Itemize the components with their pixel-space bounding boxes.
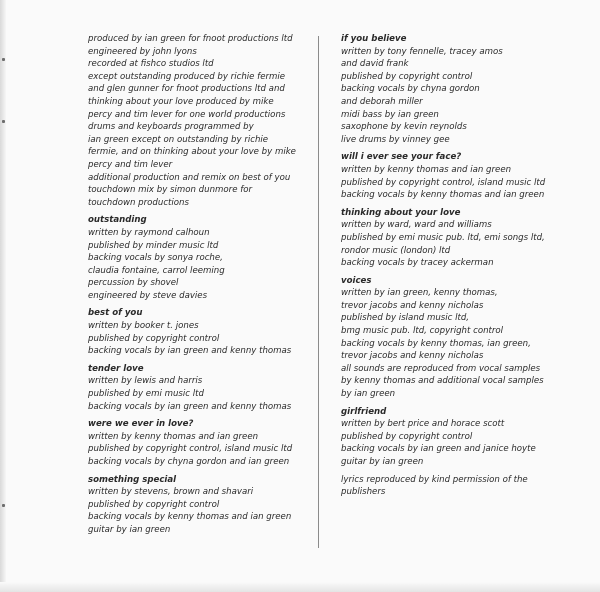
track-credit-line: backing vocals by ian green and janice hoyte bbox=[341, 444, 536, 455]
track-credit-line: backing vocals by chyna gordon bbox=[341, 84, 480, 95]
track-credit-line: published by minder music ltd bbox=[88, 240, 219, 251]
column-divider bbox=[318, 36, 319, 548]
credit-line: engineered by john lyons bbox=[88, 46, 197, 57]
track-title: thinking about your love bbox=[341, 207, 461, 218]
track-credit-line: trevor jacobs and kenny nicholas bbox=[341, 300, 484, 311]
left-column bbox=[88, 33, 310, 542]
track-credit-line: backing vocals by ian green and kenny thomas bbox=[88, 346, 292, 357]
track-credit-line: written by stevens, brown and shavari bbox=[88, 487, 254, 498]
track-credit-line: percussion by shovel bbox=[88, 278, 179, 289]
credit-line: recorded at fishco studios ltd bbox=[88, 59, 214, 70]
track-credits-something-special bbox=[88, 474, 310, 537]
track-credits-best-of-you bbox=[88, 307, 310, 357]
track-credit-line: bmg music pub. ltd, copyright control bbox=[341, 326, 504, 337]
credit-line: ian green except on outstanding by richie bbox=[88, 134, 269, 145]
binding-mark bbox=[2, 504, 5, 507]
credit-line: and glen gunner for fnoot productions ltd and bbox=[88, 84, 285, 95]
track-title: girlfriend bbox=[341, 406, 387, 417]
track-credit-line: written by raymond calhoun bbox=[88, 227, 210, 238]
credit-line: touchdown mix by simon dunmore for bbox=[88, 185, 253, 196]
track-credits-outstanding bbox=[88, 214, 310, 302]
track-credit-line: written by lewis and harris bbox=[88, 376, 203, 387]
page-bottom-edge bbox=[0, 582, 600, 592]
track-credit-line: published by copyright control bbox=[88, 499, 220, 510]
track-credit-line: published by copyright control, island music ltd bbox=[88, 444, 293, 455]
track-credit-line: midi bass by ian green bbox=[341, 109, 439, 120]
track-credit-line: written by ian green, kenny thomas, bbox=[341, 288, 498, 299]
track-credit-line: all sounds are reproduced from vocal samples bbox=[341, 363, 541, 374]
track-title: best of you bbox=[88, 308, 143, 319]
track-title: outstanding bbox=[88, 215, 147, 226]
track-credits-if-you-believe bbox=[341, 33, 559, 146]
track-credit-line: written by ward, ward and williams bbox=[341, 220, 492, 231]
permission-line: publishers bbox=[341, 487, 386, 498]
track-credits-will-i-ever-see-your-face bbox=[341, 151, 559, 201]
track-credit-line: backing vocals by sonya roche, bbox=[88, 253, 223, 264]
track-credit-line: backing vocals by kenny thomas and ian green bbox=[88, 512, 292, 523]
track-credits-thinking-about-your-love bbox=[341, 207, 559, 270]
track-credit-line: live drums by vinney gee bbox=[341, 134, 450, 145]
track-credit-line: backing vocals by chyna gordon and ian green bbox=[88, 457, 290, 467]
lyrics-permission-note bbox=[341, 474, 559, 499]
track-credit-line: backing vocals by kenny thomas and ian green bbox=[341, 190, 545, 201]
right-column bbox=[341, 33, 559, 504]
track-credit-line: backing vocals by kenny thomas, ian green, bbox=[341, 338, 531, 349]
credit-line: thinking about your love produced by mike bbox=[88, 96, 274, 107]
track-credit-line: backing vocals by tracey ackerman bbox=[341, 258, 494, 269]
track-credit-line: written by bert price and horace scott bbox=[341, 419, 505, 430]
track-credit-line: and david frank bbox=[341, 59, 409, 70]
track-credit-line: trevor jacobs and kenny nicholas bbox=[341, 351, 484, 362]
track-credits-tender-love bbox=[88, 363, 310, 413]
credit-line: touchdown productions bbox=[88, 197, 189, 208]
track-credit-line: published by copyright control bbox=[341, 71, 473, 82]
track-credit-line: published by copyright control bbox=[341, 431, 473, 442]
track-credit-line: published by island music ltd, bbox=[341, 313, 470, 324]
track-credit-line: and deborah miller bbox=[341, 96, 423, 107]
binding-mark bbox=[2, 120, 5, 123]
track-credit-line: published by copyright control, island music ltd bbox=[341, 177, 546, 188]
credit-line: percy and tim lever bbox=[88, 159, 173, 170]
credit-line: fermie, and on thinking about your love by mike bbox=[88, 147, 296, 158]
track-credit-line: rondor music (london) ltd bbox=[341, 245, 451, 256]
track-title: if you believe bbox=[341, 34, 407, 44]
track-credits-were-we-ever-in-love bbox=[88, 418, 310, 468]
track-credits-girlfriend bbox=[341, 406, 559, 469]
track-credit-line: by ian green bbox=[341, 389, 396, 400]
track-credit-line: written by kenny thomas and ian green bbox=[88, 431, 259, 442]
track-title: were we ever in love? bbox=[88, 419, 194, 430]
track-credits-voices bbox=[341, 275, 559, 401]
credit-line: drums and keyboards programmed by bbox=[88, 122, 254, 133]
track-title: voices bbox=[341, 275, 372, 286]
track-credit-line: engineered by steve davies bbox=[88, 290, 208, 301]
track-credit-line: guitar by ian green bbox=[88, 524, 171, 535]
track-credit-line: written by tony fennelle, tracey amos bbox=[341, 46, 503, 57]
track-title: tender love bbox=[88, 363, 144, 374]
track-credit-line: saxophone by kevin reynolds bbox=[341, 122, 467, 133]
production-credits bbox=[88, 33, 310, 209]
permission-line: lyrics reproduced by kind permission of the bbox=[341, 474, 528, 485]
track-credit-line: published by emi music pub. ltd, emi songs ltd, bbox=[341, 232, 545, 243]
credit-line: except outstanding produced by richie fermie bbox=[88, 71, 286, 82]
credit-line: additional production and remix on best of you bbox=[88, 172, 291, 183]
credit-line: produced by ian green for fnoot productions ltd bbox=[88, 34, 293, 44]
track-credit-line: guitar by ian green bbox=[341, 457, 424, 467]
track-credit-line: written by kenny thomas and ian green bbox=[341, 164, 512, 175]
credit-line: percy and tim lever for one world productions bbox=[88, 109, 286, 120]
track-credit-line: claudia fontaine, carrol leeming bbox=[88, 265, 225, 276]
track-credit-line: written by booker t. jones bbox=[88, 321, 199, 332]
track-credit-line: by kenny thomas and additional vocal samples bbox=[341, 376, 544, 387]
track-credit-line: backing vocals by ian green and kenny thomas bbox=[88, 401, 292, 412]
track-credit-line: published by copyright control bbox=[88, 333, 220, 344]
track-title: something special bbox=[88, 474, 177, 485]
track-credit-line: published by emi music ltd bbox=[88, 389, 204, 400]
binding-mark bbox=[2, 58, 5, 61]
track-title: will i ever see your face? bbox=[341, 152, 462, 163]
